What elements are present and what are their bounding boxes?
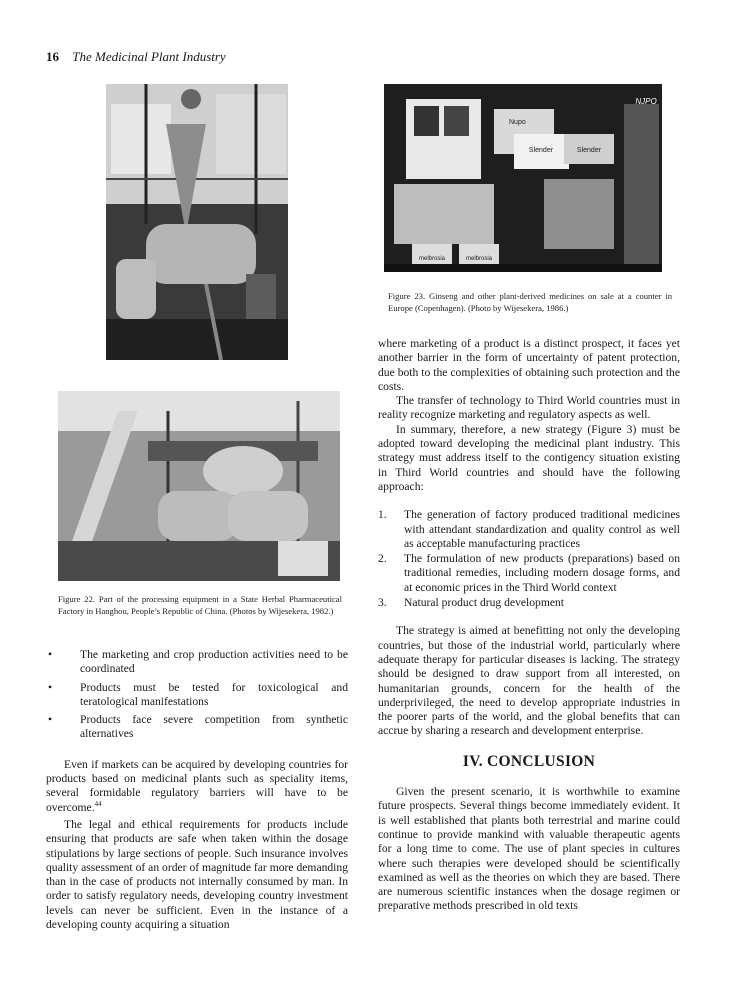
numbered-list [378,508,680,610]
paragraph: Given the present scenario, it is worthwhile to examine future prospects. Several things become immediately evident. It is well established that plants both terrestrial and marine could continue to provide mankind with valuable therapeutic agents for a long time to come. The use of plant species in cultures where such therapies were developed should be scientifically examined as well as the theories on which they are based. There are numerous scientific instances when the dosage regimen or preparative methods prescribed in old texts [378,785,680,913]
photo-label-box2: Slender [576,147,602,154]
figure22-photo-top [106,84,288,360]
photo-label-jar1: melbrosia [418,256,446,262]
running-header [46,49,226,65]
page-number: 16 [46,49,59,64]
list-item: 2. The formulation of new products (preparations) based on traditional remedies, including modern dosage forms, and at economic prices in the Third World context [378,552,680,594]
paragraph: In summary, therefore, a new strategy (Figure 3) must be adopted toward developing the medicinal plant industry. This strategy must address itself to the contigency situation existing in Third World countries and should have the following approach: [378,422,680,493]
right-column [378,337,680,914]
photo-label-box3: Nupo [509,119,526,126]
running-title: The Medicinal Plant Industry [72,49,226,64]
paragraph: The transfer of technology to Third World countries must in reality recognize marketing and regulatory aspects as well. [378,394,680,422]
figure23-photo [384,84,662,272]
paragraph: The strategy is aimed at benefitting not only the developing countries, but those of the industrial world, particularly where adequate therapy for particular diseases is lacking. The strategy should be designed to draw support from all interested, on humanitarian grounds, concern for the health of the underprivileged, the need to develop appropriate industries in the poorer parts of the world, and the global benefits that can accrue by sharing a research and development enterprise. [378,624,680,738]
list-item: • The marketing and crop production activities need to be coordinated [48,648,348,676]
left-column [46,648,348,932]
processing-equipment-image-top [106,84,288,360]
paragraph: Even if markets can be acquired by developing countries for products based on medicinal plants such as speciality items, several formidable regulatory barriers will have to be overcome.$^{44}$ [46,757,348,814]
figure22-caption: Figure 22. Part of the processing equipment in a State Herbal Pharmaceutical Factory in Hanghou, People’s Republic of China. (Photos by Wijesekera, 1982.) [58,594,342,616]
figure23-caption: Figure 23. Ginseng and other plant-derived medicines on sale at a counter in Europe (Copenhagen). (Photo by Wijesekera, 1986.) [388,291,672,313]
reference-number: 44 [94,799,102,808]
paragraph: The legal and ethical requirements for products include ensuring that products are safe when taken within the dosage stipulations by large sections of people. Such insurance involves quality assessment of an order of magnitude far more demanding than in the case of products not internally consumed by man. In order to satisfy regulatory needs, developing country investment levels can never be sufficient. Even in the instance of a developing county acquiring a situation [46,817,348,932]
bullet-list [46,648,348,742]
processing-equipment-image-bottom [58,391,340,581]
photo-label-jar2: melbrosia [465,256,493,262]
list-item: 3. Natural product drug development [378,596,565,610]
photo-label-corner: NJPO [635,97,657,106]
ginseng-counter-image [384,84,662,272]
paragraph: where marketing of a product is a distinct prospect, it faces yet another barrier in the form of uncertainty of patent protection, due both to the complexities of obtaining such protection and the costs. [378,337,680,393]
figure22-photo-bottom [58,391,340,581]
list-item: • Products face severe competition from synthetic alternatives [48,713,348,741]
list-item: 1. The generation of factory produced traditional medicines with attendant standardization and quality control as well as acceptable manufacturing practices [378,508,680,550]
list-item: • Products must be tested for toxicological and teratological manifestations [48,680,348,708]
section-title: IV. CONCLUSION [462,752,596,770]
photo-label-box1: Slender [528,147,554,154]
